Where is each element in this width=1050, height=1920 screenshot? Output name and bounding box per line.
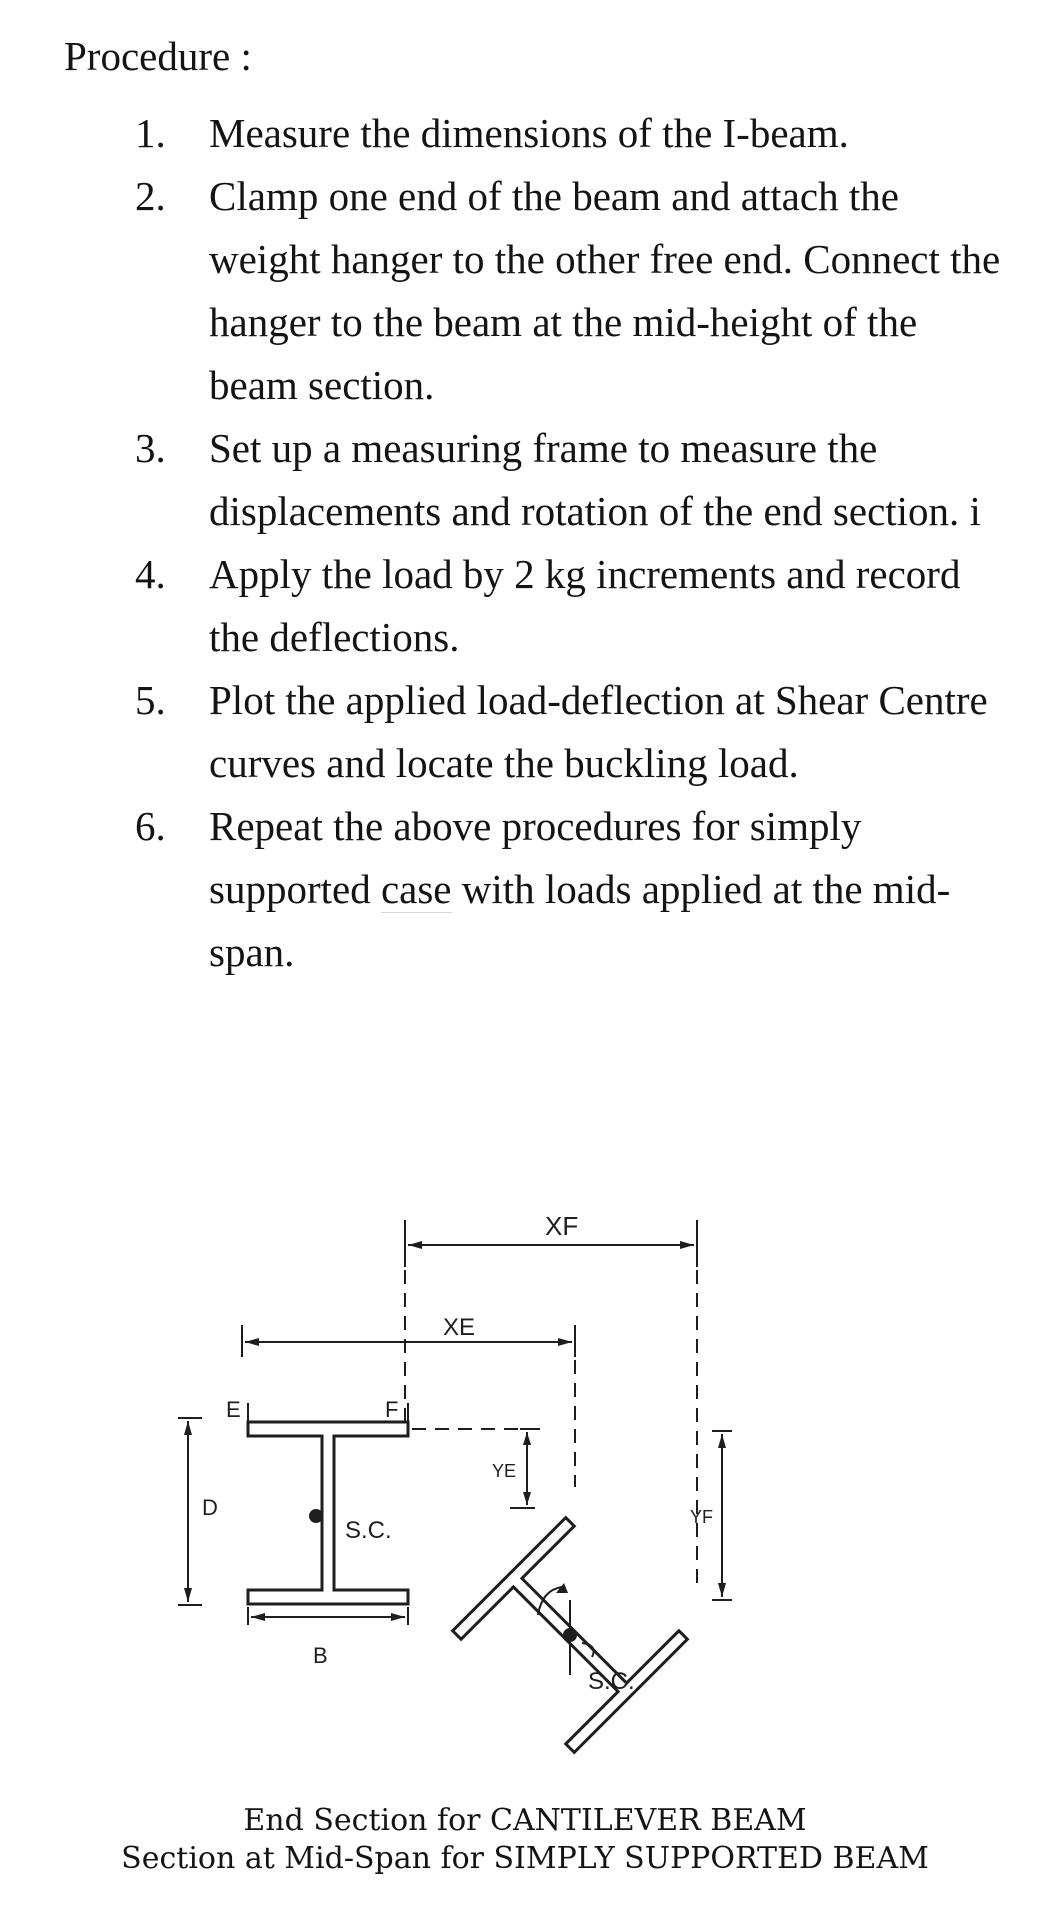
underlined-word: case: [380, 866, 452, 912]
d-arrow-bottom: [184, 1588, 192, 1602]
figure-caption-line1: End Section for CANTILEVER BEAM: [243, 1803, 807, 1838]
step-text: Repeat the above procedures for simply supported case with loads applied at the mid-span.: [209, 803, 951, 975]
sc-dot-left: [309, 1509, 323, 1523]
procedure-heading: Procedure :: [64, 33, 252, 79]
sc-dot-right: [563, 1628, 577, 1642]
step-number: 5.: [135, 677, 166, 723]
label-ye: YE: [492, 1461, 517, 1481]
label-f: F: [385, 1397, 399, 1422]
step-number: 3.: [135, 425, 166, 471]
step-text: Plot the applied load-deflection at Shear Centre curves and locate the buckling load.: [209, 677, 988, 786]
procedure-step: [0, 417, 1050, 543]
label-b: B: [313, 1643, 328, 1668]
xf-arrow-left: [408, 1241, 422, 1249]
i-beam-left: [248, 1422, 408, 1604]
label-sc-right: S.C.: [588, 1668, 635, 1695]
step-number: 6.: [135, 803, 166, 849]
b-arrow-left: [251, 1613, 265, 1621]
procedure-step: [0, 102, 1050, 165]
step-number: 2.: [135, 173, 166, 219]
figure-caption-line2: Section at Mid-Span for SIMPLY SUPPORTED BEAM: [121, 1841, 929, 1876]
step-number: 4.: [135, 551, 166, 597]
ye-arrow-top: [523, 1432, 531, 1445]
procedure-step: [0, 543, 1050, 669]
label-xf: XF: [545, 1211, 579, 1241]
procedure-step: [0, 795, 1050, 984]
step-text: Measure the dimensions of the I-beam.: [209, 110, 849, 156]
label-xe: XE: [443, 1314, 476, 1341]
step-number: 1.: [135, 110, 166, 156]
procedure-step: [0, 669, 1050, 795]
xe-arrow-left: [245, 1338, 259, 1346]
label-yf: YF: [690, 1507, 714, 1527]
yf-arrow-bottom: [718, 1583, 726, 1597]
ye-arrow-bottom: [523, 1492, 531, 1505]
step-text: Apply the load by 2 kg increments and record the deflections.: [209, 551, 961, 660]
label-sc-left: S.C.: [345, 1517, 392, 1544]
label-d: D: [202, 1495, 218, 1520]
d-arrow-top: [184, 1421, 192, 1435]
xe-arrow-right: [558, 1338, 572, 1346]
b-arrow-right: [391, 1613, 405, 1621]
procedure-steps-list: [0, 102, 1050, 984]
step-text: Clamp one end of the beam and attach the weight hanger to the other free end. Connect the hanger to the beam at the mid-height of the beam section.: [209, 173, 1001, 408]
label-e: E: [226, 1397, 241, 1422]
xf-arrow-right: [680, 1241, 694, 1249]
procedure-step: [0, 165, 1050, 417]
beam-section-diagram: [150, 1205, 930, 1795]
yf-arrow-top: [718, 1434, 726, 1448]
step-text: Set up a measuring frame to measure the displacements and rotation of the end section. i: [209, 425, 981, 534]
